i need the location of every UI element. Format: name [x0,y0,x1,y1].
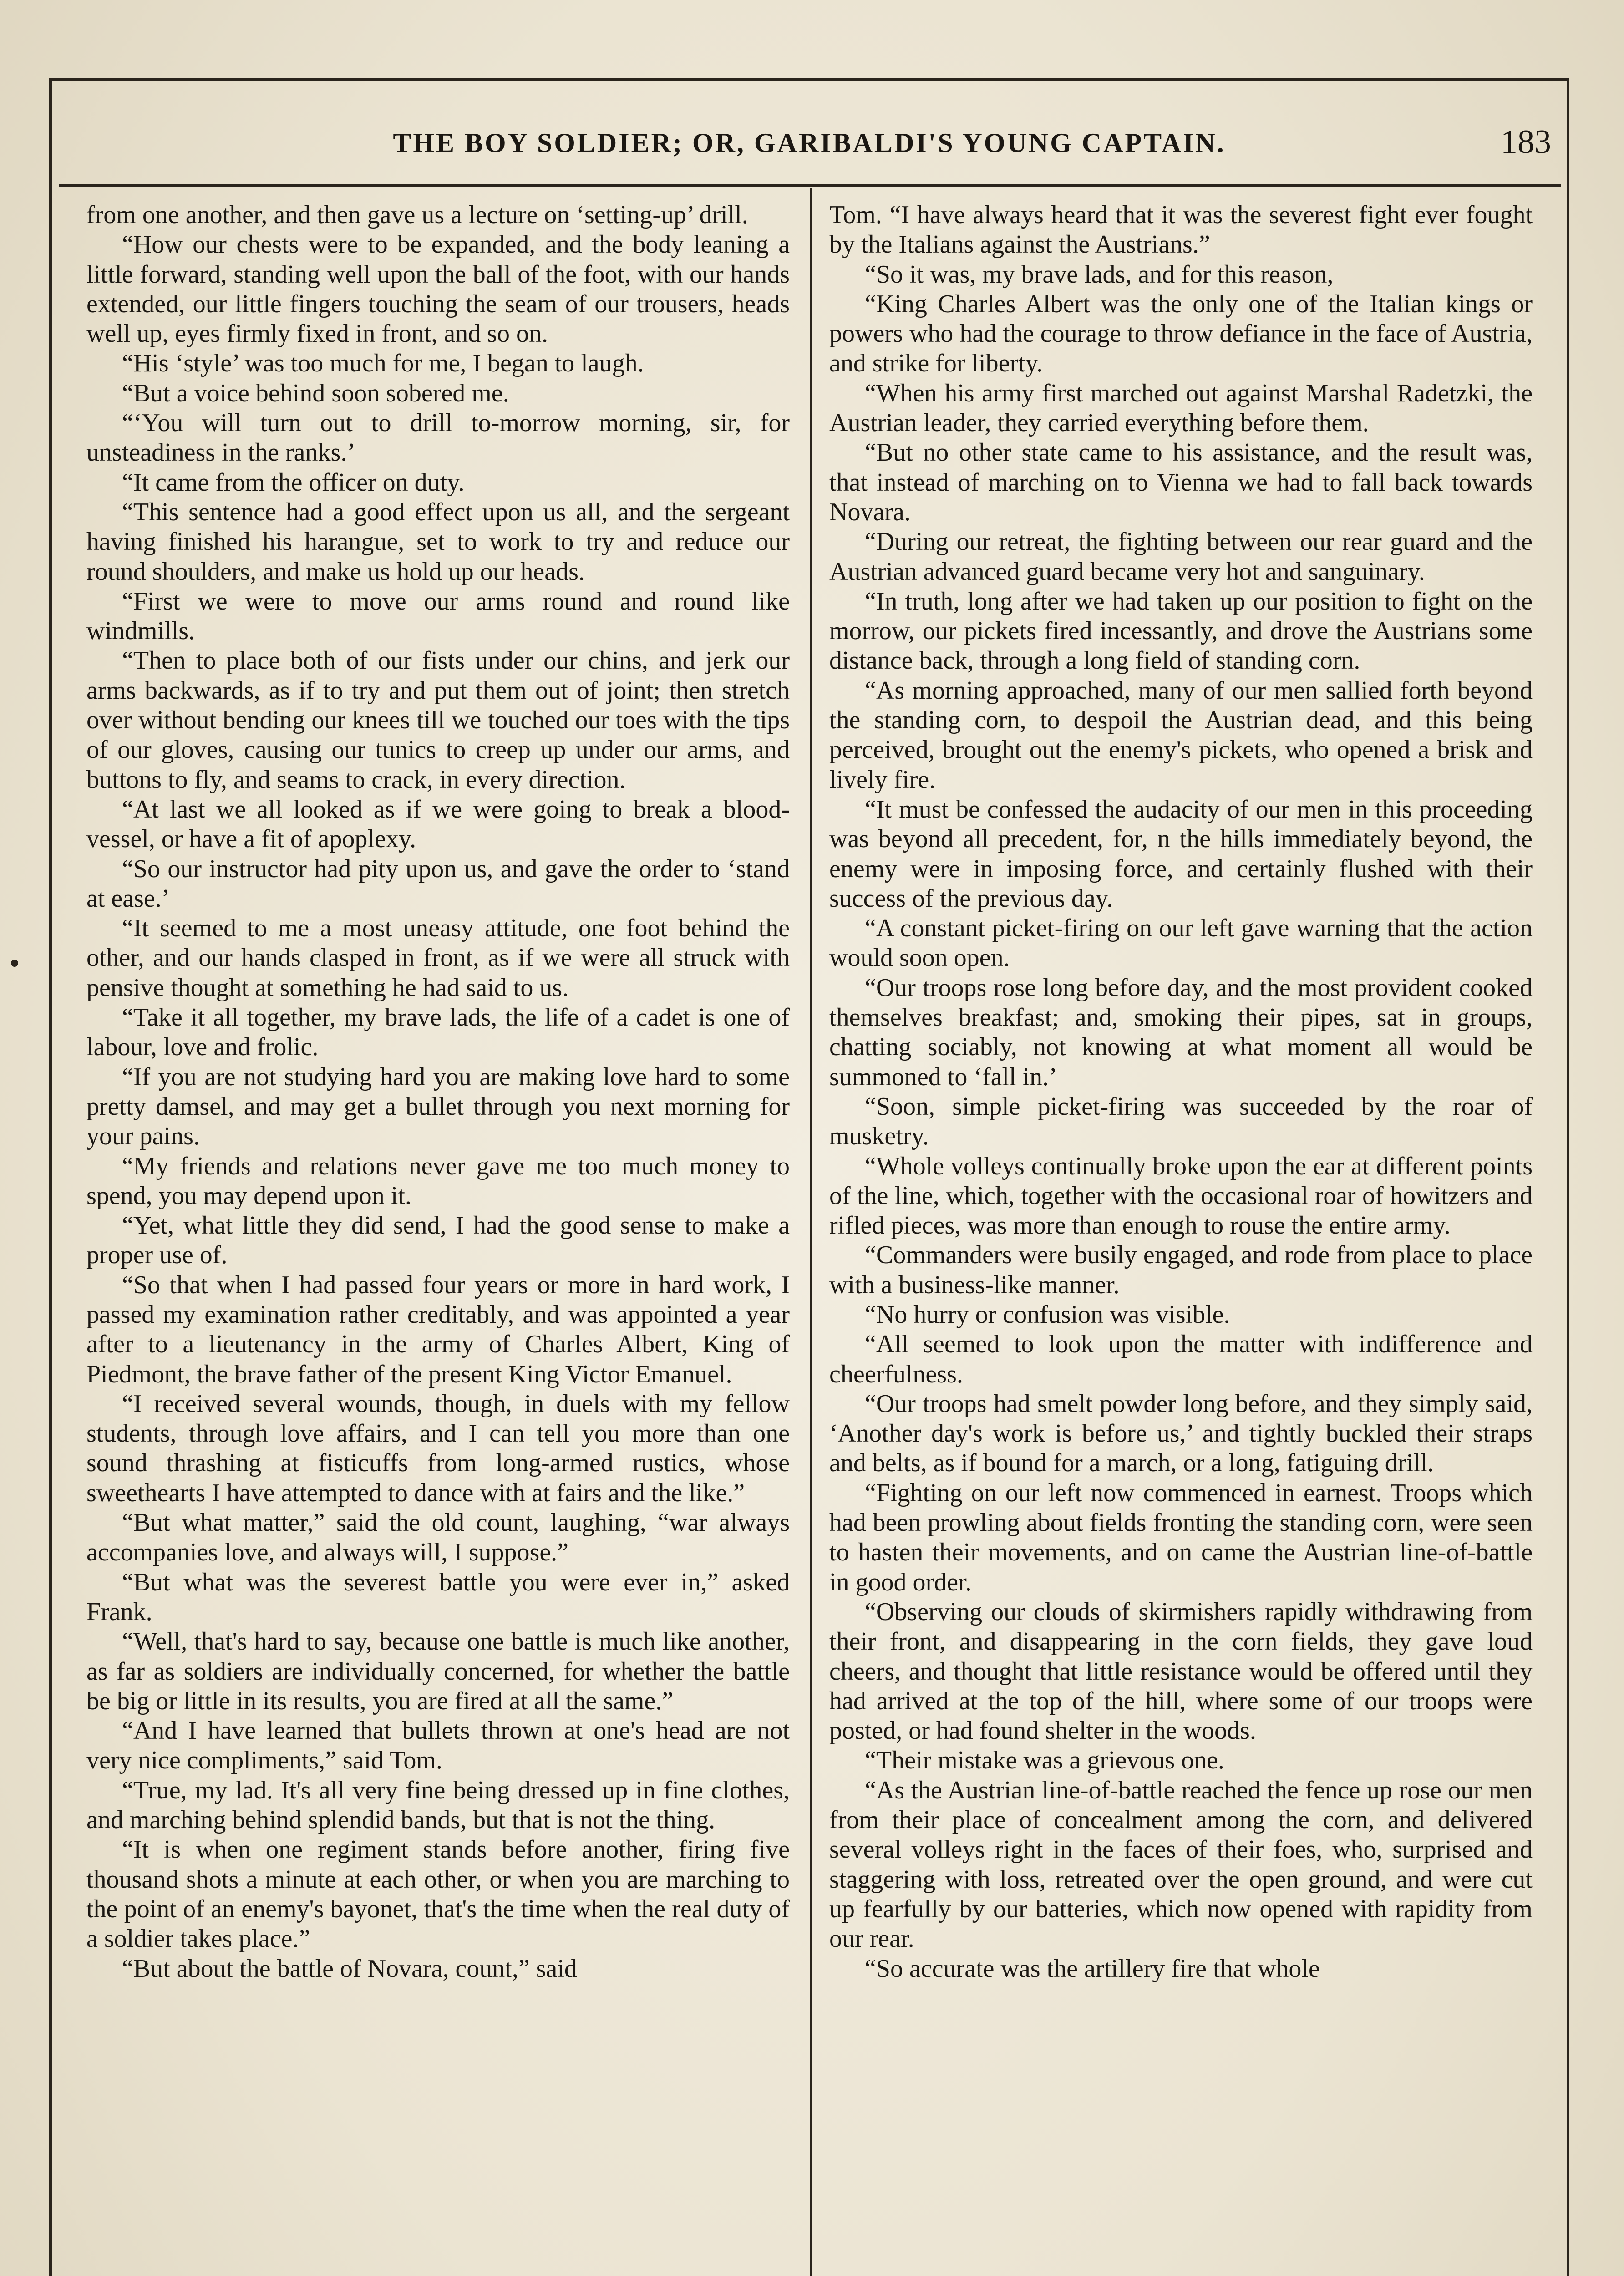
paragraph: “‘You will turn out to drill to-morrow morning, sir, for unsteadiness in the ranks.’ [86,409,790,467]
paragraph: “All seemed to look upon the matter with indifference and cheerfulness. [829,1330,1533,1388]
paragraph: “So accurate was the artillery fire that whole [865,1954,1320,1983]
paragraph: “At last we all looked as if we were going to break a blood-vessel, or have a fit of apoplexy. [86,795,790,854]
paragraph: “But no other state came to his assistance, and the result was, that instead of marching on to Vienna we had to fall back towards Novara. [829,438,1533,526]
paragraph: “Their mistake was a grievous one. [865,1746,1224,1775]
paragraph: “So our instructor had pity upon us, and gave the order to ‘stand at ease.’ [86,854,790,913]
ink-speck [11,960,18,967]
paragraph: “It must be confessed the audacity of our men in this proceeding was beyond all precedent, for, n the hills immediately beyond, the enemy were in imposing force, and certainly flushed with their success of the previous day. [829,795,1533,913]
paragraph: “Soon, simple picket-firing was succeeded by the roar of musketry. [829,1092,1533,1151]
paragraph: “Our troops had smelt powder long before, and they simply said, ‘Another day's work is before us,’ and tightly buckled their straps and belts, as if bound for a march, or a long, fatiguing drill. [829,1389,1533,1478]
paragraph: “Yet, what little they did send, I had the good sense to make a proper use of. [86,1211,790,1270]
paragraph: “It is when one regiment stands before another, firing five thousand shots a minute at each other, or when you are marching to the point of an enemy's bayonet, that's the time when the real duty of a soldier takes place.” [86,1835,790,1953]
paragraph: “Our troops rose long before day, and the most provident cooked themselves breakfast; and, smoking their pipes, sat in groups, chatting sociably, not knowing at what moment all would be summoned to ‘fall in.’ [829,973,1533,1091]
paragraph: “But about the battle of Novara, count,” said [122,1954,577,1983]
left-text-column [86,200,790,2276]
paragraph: from one another, and then gave us a lecture on ‘setting-up’ drill. [86,201,748,229]
paragraph: “As the Austrian line-of-battle reached the fence up rose our men from their place of concealment among the corn, and delivered several volleys right in the faces of their foes, who, surprised and staggering with loss, retreated over the open ground, and were cut up fearfully by our batteries, which now opened with rapidity from our rear. [829,1776,1533,1953]
paragraph: “But a voice behind soon sobered me. [122,379,509,407]
paragraph: “As morning approached, many of our men sallied forth beyond the standing corn, to despoil the Austrian dead, and this being perceived, brought out the enemy's pickets, who opened a brisk and lively fire. [829,676,1533,794]
paragraph: “No hurry or confusion was visible. [865,1300,1230,1329]
column-divider [810,188,812,2276]
page-number: 183 [1501,123,1551,161]
paragraph: “During our retreat, the fighting between our rear guard and the Austrian advanced guard became very hot and sanguinary. [829,528,1533,586]
paragraph: Tom. “I have always heard that it was the severest fight ever fought by the Italians against the Austrians.” [829,201,1533,259]
paragraph: “When his army first marched out against Marshal Radetzki, the Austrian leader, they carried everything before them. [829,379,1533,437]
paragraph: “So that when I had passed four years or more in hard work, I passed my examination rather creditably, and was appointed a year after to a lieutenancy in the army of Charles Albert, King of Piedmont, the brave father of the present King Victor Emanuel. [86,1270,790,1388]
paragraph: “If you are not studying hard you are making love hard to some pretty damsel, and may get a bullet through you next morning for your pains. [86,1062,790,1151]
paragraph: “A constant picket-firing on our left gave warning that the action would soon open. [829,914,1533,972]
paragraph: “First we were to move our arms round and round like windmills. [86,587,790,645]
paragraph: “Take it all together, my brave lads, the life of a cadet is one of labour, love and frolic. [86,1003,790,1062]
paragraph: “It came from the officer on duty. [122,468,465,497]
paragraph: “In truth, long after we had taken up our position to fight on the morrow, our pickets fired incessantly, and drove the Austrians some distance back, through a long field of standing corn. [829,587,1533,675]
paragraph: “But what was the severest battle you were ever in,” asked Frank. [86,1568,790,1626]
paragraph: “So it was, my brave lads, and for this reason, [865,260,1334,289]
right-text-column [829,200,1533,2276]
paragraph: “I received several wounds, though, in duels with my fellow students, through love affairs, and I can tell you more than one sound thrashing at fisticuffs from long-armed rustics, whose sweethearts I have attempted to dance with at fairs and the like.” [86,1389,790,1507]
paragraph: “Observing our clouds of skirmishers rapidly withdrawing from their front, and disappearing in the corn fields, they gave loud cheers, and thought that little resistance would be offered until they had arrived at the top of the hill, where some of our troops were posted, or had found shelter in the woods. [829,1597,1533,1745]
paragraph: “Commanders were busily engaged, and rode from place to place with a business-like manner. [829,1241,1533,1299]
paragraph: “Well, that's hard to say, because one battle is much like another, as far as soldiers are individually concerned, for whether the battle be big or little in its results, you are fired at all the same.” [86,1627,790,1715]
paragraph: “His ‘style’ was too much for me, I began to laugh. [122,349,644,378]
paragraph: “True, my lad. It's all very fine being dressed up in fine clothes, and marching behind splendid bands, but that is not the thing. [86,1776,790,1834]
header-rule [59,184,1561,187]
paragraph: “Fighting on our left now commenced in earnest. Troops which had been prowling about fields fronting the standing corn, were seen to hasten their movements, and on came the Austrian line-of-battle in good order. [829,1478,1533,1596]
paragraph: “And I have learned that bullets thrown at one's head are not very nice compliments,” said Tom. [86,1717,790,1775]
paragraph: “Then to place both of our fists under our chins, and jerk our arms backwards, as if to try and put them out of joint; then stretch over without bending our knees till we touched our toes with the tips of our gloves, causing our tunics to creep up under our arms, and buttons to fly, and seams to crack, in every direction. [86,646,790,794]
running-title: THE BOY SOLDIER; OR, GARIBALDI'S YOUNG CAPTAIN. [393,128,1226,158]
paragraph: “It seemed to me a most uneasy attitude, one foot behind the other, and our hands clasped in front, as if we were all struck with pensive thought at something he had said to us. [86,914,790,1002]
page-header [49,118,1569,173]
paragraph: “My friends and relations never gave me too much money to spend, you may depend upon it. [86,1152,790,1210]
paragraph: “But what matter,” said the old count, laughing, “war always accompanies love, and always will, I suppose.” [86,1509,790,1567]
paragraph: “King Charles Albert was the only one of the Italian kings or powers who had the courage to throw defiance in the face of Austria, and strike for liberty. [829,290,1533,378]
paragraph: “This sentence had a good effect upon us all, and the sergeant having finished his harangue, set to work to try and reduce our round shoulders, and make us hold up our heads. [86,498,790,586]
paragraph: “Whole volleys continually broke upon the ear at different points of the line, which, together with the occasional roar of howitzers and rifled pieces, was more than enough to rouse the entire army. [829,1152,1533,1240]
paragraph: “How our chests were to be expanded, and the body leaning a little forward, standing well upon the ball of the foot, with our hands extended, our little fingers touching the seam of our trousers, heads well up, eyes firmly fixed in front, and so on. [86,230,790,348]
